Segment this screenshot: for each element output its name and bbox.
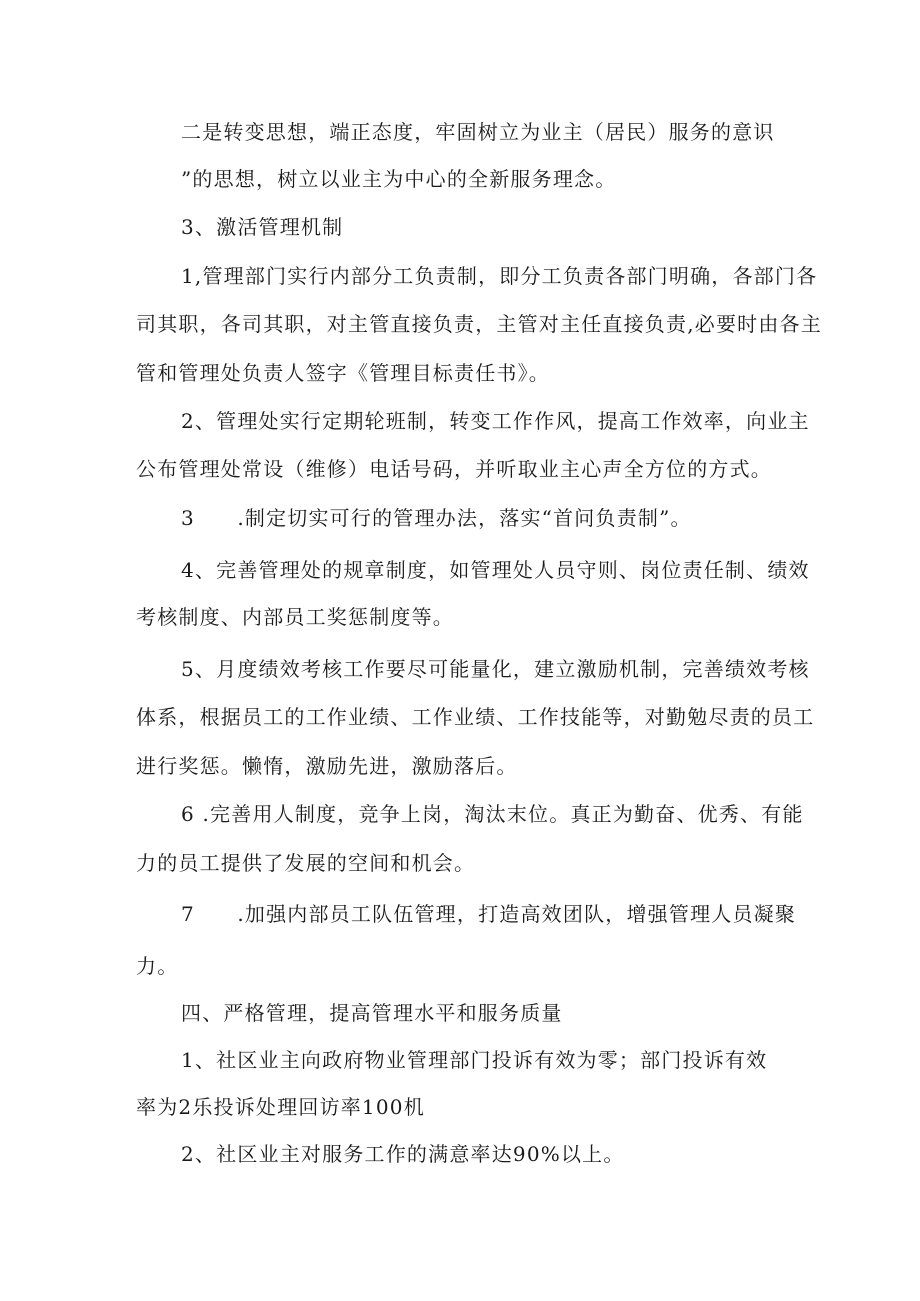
paragraph-line-1: 二是转变思想，端正态度，牢固树立为业主（居民）服务的意识 (181, 120, 775, 144)
paragraph-line-4: 1,管理部门实行内部分工负责制，即分工负责各部门明确，各部门各 (181, 264, 818, 288)
paragraph-line-8: 公布管理处常设（维修）电话号码，并听取业主心声全方位的方式。 (136, 457, 772, 481)
paragraph-line-13: 体系，根据员工的工作业绩、工作业绩、工作技能等，对勤勉尽责的员工 (136, 705, 815, 729)
paragraph-line-15: 6 .完善用人制度，竞争上岗，淘汰末位。真正为勤奋、优秀、有能 (181, 802, 804, 826)
section-heading-4: 四、严格管理，提高管理水平和服务质量 (181, 1001, 563, 1025)
paragraph-line-5: 司其职，各司其职，对主管直接负责，主管对主任直接负责,必要时由各主 (136, 312, 822, 336)
paragraph-line-22: 2、社区业主对服务工作的满意率达90%以上。 (181, 1142, 625, 1166)
paragraph-line-12: 5、月度绩效考核工作要尽可能量化，建立激励机制，完善绩效考核 (181, 657, 810, 681)
section-heading-3: 3、激活管理机制 (181, 215, 344, 239)
paragraph-line-10: 4、完善管理处的规章制度，如管理处人员守则、岗位责任制、绩效 (181, 558, 810, 582)
paragraph-line-7: 2、管理处实行定期轮班制，转变工作作风，提高工作效率，向业主 (181, 409, 810, 433)
paragraph-line-9: 3 .制定切实可行的管理办法，落实“首问负责制”。 (181, 506, 692, 530)
paragraph-line-6: 管和管理处负责人签字《管理目标责任书》。 (136, 361, 550, 385)
paragraph-line-17: 7 .加强内部员工队伍管理，打造高效团队，增强管理人员凝聚 (181, 902, 797, 926)
paragraph-line-2: ”的思想，树立以业主为中心的全新服务理念。 (181, 167, 617, 191)
paragraph-line-18: 力。 (136, 954, 179, 978)
paragraph-line-14: 进行奖惩。懒惰，激励先进，激励落后。 (136, 754, 518, 778)
paragraph-line-16: 力的员工提供了发展的空间和机会。 (136, 851, 476, 875)
paragraph-line-11: 考核制度、内部员工奖惩制度等。 (136, 605, 454, 629)
paragraph-line-20: 1、社区业主向政府物业管理部门投诉有效为零；部门投诉有效 (181, 1048, 768, 1072)
paragraph-line-21: 率为2乐投诉处理回访率100机 (136, 1095, 425, 1119)
